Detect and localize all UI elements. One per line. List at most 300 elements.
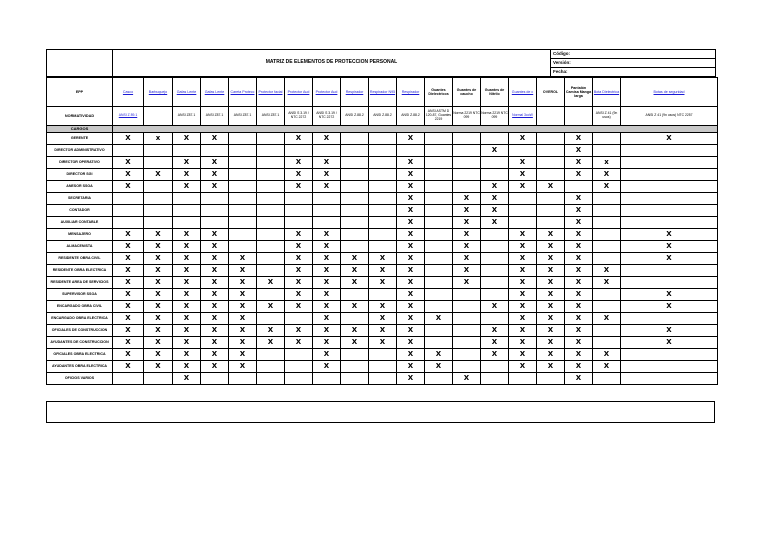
epp-mark-cell: X: [509, 181, 537, 193]
epp-mark-cell: [285, 193, 313, 205]
epp-mark-cell: [621, 373, 718, 385]
epp-mark-cell: [453, 313, 481, 325]
epp-mark-cell: X: [201, 169, 229, 181]
epp-mark-cell: X: [453, 229, 481, 241]
cargo-label: DIRECTOR SGI: [47, 169, 113, 181]
epp-mark-cell: X: [113, 361, 144, 373]
epp-mark-cell: X: [509, 133, 537, 145]
epp-mark-cell: X: [537, 253, 565, 265]
epp-mark-cell: X: [201, 253, 229, 265]
epp-mark-cell: X: [621, 289, 718, 301]
epp-mark-cell: X: [173, 337, 201, 349]
epp-mark-cell: [144, 145, 173, 157]
epp-mark-cell: [425, 193, 453, 205]
epp-mark-cell: X: [453, 277, 481, 289]
epp-mark-cell: [509, 193, 537, 205]
cargo-row: [47, 301, 718, 313]
epp-column-header[interactable]: Guantes de c: [509, 78, 537, 107]
epp-mark-cell: X: [313, 301, 341, 313]
epp-mark-cell: X: [369, 265, 397, 277]
epp-mark-cell: [369, 349, 397, 361]
epp-mark-cell: X: [397, 373, 425, 385]
epp-mark-cell: [201, 145, 229, 157]
epp-mark-cell: X: [229, 313, 257, 325]
epp-mark-cell: X: [425, 361, 453, 373]
epp-mark-cell: [425, 373, 453, 385]
epp-mark-cell: [509, 373, 537, 385]
epp-mark-cell: X: [173, 181, 201, 193]
cargo-row: [47, 229, 718, 241]
cargo-row: [47, 289, 718, 301]
epp-mark-cell: X: [313, 265, 341, 277]
epp-mark-cell: X: [397, 241, 425, 253]
epp-mark-cell: [565, 181, 593, 193]
epp-column-header[interactable]: Respirador N95: [369, 78, 397, 107]
epp-mark-cell: [425, 277, 453, 289]
epp-mark-cell: [509, 217, 537, 229]
epp-mark-cell: [621, 313, 718, 325]
epp-mark-cell: X: [113, 181, 144, 193]
epp-mark-cell: [113, 217, 144, 229]
epp-mark-cell: X: [369, 325, 397, 337]
epp-mark-cell: [285, 313, 313, 325]
epp-mark-cell: [144, 181, 173, 193]
epp-mark-cell: X: [509, 313, 537, 325]
epp-column-header[interactable]: Gafas Lente: [173, 78, 201, 107]
epp-mark-cell: X: [397, 289, 425, 301]
epp-mark-cell: [537, 217, 565, 229]
epp-mark-cell: X: [201, 277, 229, 289]
epp-mark-cell: X: [201, 133, 229, 145]
epp-mark-cell: [341, 193, 369, 205]
epp-mark-cell: X: [481, 193, 509, 205]
epp-mark-cell: X: [537, 277, 565, 289]
epp-mark-cell: [369, 361, 397, 373]
epp-mark-cell: X: [565, 373, 593, 385]
epp-mark-cell: X: [481, 337, 509, 349]
epp-mark-cell: X: [369, 313, 397, 325]
epp-mark-cell: X: [285, 277, 313, 289]
epp-mark-cell: [173, 217, 201, 229]
epp-mark-cell: [425, 301, 453, 313]
epp-mark-cell: [453, 289, 481, 301]
epp-mark-cell: X: [537, 241, 565, 253]
epp-mark-cell: X: [113, 229, 144, 241]
epp-mark-cell: [453, 301, 481, 313]
epp-mark-cell: X: [425, 349, 453, 361]
epp-mark-cell: X: [593, 277, 621, 289]
cargo-label: MENSAJERO: [47, 229, 113, 241]
epp-mark-cell: [425, 241, 453, 253]
footer-blank-area: [46, 401, 715, 423]
epp-mark-cell: [341, 241, 369, 253]
epp-mark-cell: X: [313, 181, 341, 193]
epp-mark-cell: [341, 169, 369, 181]
epp-mark-cell: [621, 193, 718, 205]
epp-mark-cell: X: [313, 277, 341, 289]
epp-mark-cell: [229, 217, 257, 229]
epp-mark-cell: [113, 373, 144, 385]
epp-mark-cell: [537, 169, 565, 181]
epp-mark-cell: X: [173, 361, 201, 373]
normatividad-cell: ANSI Z87.1: [201, 107, 229, 126]
epp-mark-cell: X: [565, 361, 593, 373]
normatividad-cell: ANSI Z.88.2: [341, 107, 369, 126]
epp-mark-cell: [481, 289, 509, 301]
epp-mark-cell: [229, 241, 257, 253]
epp-mark-cell: X: [537, 349, 565, 361]
epp-mark-cell: [257, 373, 285, 385]
epp-mark-cell: X: [113, 133, 144, 145]
normatividad-cell: [144, 107, 173, 126]
epp-mark-cell: [481, 253, 509, 265]
epp-mark-cell: [257, 313, 285, 325]
epp-mark-cell: [621, 277, 718, 289]
epp-mark-cell: X: [565, 301, 593, 313]
epp-mark-cell: X: [113, 349, 144, 361]
epp-mark-cell: X: [453, 193, 481, 205]
normatividad-cell: ANSI Z87.1: [173, 107, 201, 126]
epp-mark-cell: X: [144, 229, 173, 241]
epp-column-header[interactable]: Gafas Lente: [201, 78, 229, 107]
epp-mark-cell: [425, 169, 453, 181]
epp-mark-cell: [257, 157, 285, 169]
epp-column-header[interactable]: Bota Dielectrica: [593, 78, 621, 107]
epp-column-header[interactable]: Respirador: [341, 78, 369, 107]
epp-mark-cell: X: [173, 277, 201, 289]
epp-mark-cell: X: [173, 349, 201, 361]
epp-mark-cell: [257, 145, 285, 157]
epp-mark-cell: [341, 313, 369, 325]
epp-mark-cell: [257, 181, 285, 193]
epp-column-header[interactable]: Protector Aud: [313, 78, 341, 107]
epp-column-header[interactable]: Barbuquejo: [144, 78, 173, 107]
epp-mark-cell: [621, 181, 718, 193]
epp-mark-cell: [229, 229, 257, 241]
cargo-row: [47, 169, 718, 181]
epp-mark-cell: X: [285, 181, 313, 193]
epp-mark-cell: X: [144, 361, 173, 373]
epp-mark-cell: X: [593, 361, 621, 373]
epp-mark-cell: X: [397, 229, 425, 241]
cargos-section-label: CARGOS: [47, 126, 113, 133]
cargo-row: [47, 337, 718, 349]
cargo-label: OFICIALES DE CONSTRUCCION: [47, 325, 113, 337]
normatividad-label: NORMATIVIDAD: [47, 107, 113, 126]
epp-mark-cell: X: [453, 265, 481, 277]
epp-mark-cell: X: [565, 349, 593, 361]
cargo-label: OFICIALES OBRA ELECTRICA: [47, 349, 113, 361]
epp-mark-cell: [425, 229, 453, 241]
epp-mark-cell: [481, 277, 509, 289]
epp-mark-cell: X: [173, 289, 201, 301]
epp-mark-cell: X: [113, 241, 144, 253]
epp-mark-cell: [257, 169, 285, 181]
epp-mark-cell: [257, 217, 285, 229]
epp-mark-cell: X: [285, 229, 313, 241]
epp-mark-cell: [593, 289, 621, 301]
epp-column-header[interactable]: Botas de seguridad: [621, 78, 718, 107]
epp-mark-cell: X: [201, 313, 229, 325]
cargo-label: DIRECTOR ADMINISTRATIVO: [47, 145, 113, 157]
epp-mark-cell: [621, 157, 718, 169]
epp-mark-cell: [481, 229, 509, 241]
epp-mark-cell: [425, 253, 453, 265]
epp-mark-cell: X: [397, 157, 425, 169]
epp-mark-cell: [257, 229, 285, 241]
epp-mark-cell: X: [285, 301, 313, 313]
epp-mark-cell: X: [509, 157, 537, 169]
epp-mark-cell: X: [113, 337, 144, 349]
epp-mark-cell: [481, 241, 509, 253]
epp-mark-cell: X: [369, 337, 397, 349]
epp-mark-cell: [285, 361, 313, 373]
epp-mark-cell: [621, 145, 718, 157]
epp-mark-cell: X: [229, 337, 257, 349]
epp-mark-cell: X: [509, 325, 537, 337]
epp-mark-cell: X: [565, 157, 593, 169]
cargo-label: GERENTE: [47, 133, 113, 145]
epp-mark-cell: [113, 193, 144, 205]
epp-mark-cell: X: [397, 361, 425, 373]
epp-mark-cell: [425, 157, 453, 169]
cargo-row: [47, 241, 718, 253]
epp-mark-cell: [285, 349, 313, 361]
epp-mark-cell: [341, 289, 369, 301]
cargo-row: [47, 181, 718, 193]
epp-mark-cell: [453, 349, 481, 361]
cargo-label: ENCARGADO OBRA ELECTRICA: [47, 313, 113, 325]
epp-mark-cell: X: [144, 349, 173, 361]
epp-mark-cell: X: [453, 217, 481, 229]
epp-mark-cell: X: [397, 337, 425, 349]
epp-column-header[interactable]: Protector facial: [257, 78, 285, 107]
epp-mark-cell: x: [593, 157, 621, 169]
epp-mark-cell: X: [397, 181, 425, 193]
epp-mark-cell: [201, 205, 229, 217]
cargo-label: SECRETARIA: [47, 193, 113, 205]
epp-mark-cell: [341, 349, 369, 361]
epp-mark-cell: X: [537, 181, 565, 193]
epp-mark-cell: X: [173, 229, 201, 241]
epp-mark-cell: X: [621, 229, 718, 241]
epp-mark-cell: X: [229, 301, 257, 313]
epp-mark-cell: X: [144, 169, 173, 181]
epp-mark-cell: X: [369, 277, 397, 289]
epp-mark-cell: X: [313, 349, 341, 361]
epp-mark-cell: X: [144, 253, 173, 265]
epp-mark-cell: X: [509, 301, 537, 313]
epp-mark-cell: [201, 373, 229, 385]
epp-mark-cell: [369, 205, 397, 217]
normatividad-cell: ANSI ASTM D 120-87, Guantes 2219: [425, 107, 453, 126]
epp-mark-cell: X: [481, 349, 509, 361]
epp-header-row: [47, 78, 718, 107]
epp-mark-cell: X: [201, 325, 229, 337]
epp-mark-cell: X: [537, 229, 565, 241]
cargo-row: [47, 361, 718, 373]
epp-mark-cell: [621, 217, 718, 229]
epp-mark-cell: [453, 337, 481, 349]
epp-mark-cell: X: [113, 277, 144, 289]
normatividad-cell[interactable]: ANSI Z 89.1: [113, 107, 144, 126]
epp-mark-cell: [369, 289, 397, 301]
epp-mark-cell: [341, 229, 369, 241]
epp-mark-cell: [229, 145, 257, 157]
cargo-row: [47, 205, 718, 217]
epp-mark-cell: [257, 193, 285, 205]
epp-mark-cell: X: [173, 313, 201, 325]
cargo-row: [47, 145, 718, 157]
epp-mark-cell: X: [113, 313, 144, 325]
epp-mark-cell: [593, 337, 621, 349]
normatividad-cell: ANSI S 3.19 / NTC 2272: [285, 107, 313, 126]
epp-mark-cell: [481, 157, 509, 169]
epp-mark-cell: X: [313, 361, 341, 373]
epp-mark-cell: [537, 133, 565, 145]
epp-mark-cell: [313, 205, 341, 217]
epp-mark-cell: X: [397, 349, 425, 361]
epp-mark-cell: [425, 265, 453, 277]
epp-mark-cell: X: [285, 253, 313, 265]
epp-column-header[interactable]: Careta Protecc: [229, 78, 257, 107]
epp-mark-cell: X: [113, 157, 144, 169]
epp-mark-cell: [593, 205, 621, 217]
epp-mark-cell: X: [285, 325, 313, 337]
epp-mark-cell: [593, 241, 621, 253]
epp-mark-cell: X: [341, 265, 369, 277]
cargo-label: RESIDENTE OBRA ELECTRICA: [47, 265, 113, 277]
epp-mark-cell: X: [201, 241, 229, 253]
epp-mark-cell: [425, 133, 453, 145]
cargo-label: AYUDANTES OBRA ELECTRICA: [47, 361, 113, 373]
epp-mark-cell: [509, 205, 537, 217]
epp-mark-cell: X: [565, 289, 593, 301]
epp-mark-cell: X: [144, 313, 173, 325]
epp-mark-cell: [593, 229, 621, 241]
epp-mark-cell: [173, 205, 201, 217]
epp-mark-cell: [229, 169, 257, 181]
epp-mark-cell: X: [201, 349, 229, 361]
epp-mark-cell: [257, 349, 285, 361]
epp-mark-cell: X: [313, 325, 341, 337]
epp-mark-cell: [341, 373, 369, 385]
normatividad-cell[interactable]: Normal 3ooW: [509, 107, 537, 126]
epp-mark-cell: X: [537, 301, 565, 313]
epp-mark-cell: [537, 205, 565, 217]
epp-mark-cell: [425, 337, 453, 349]
epp-mark-cell: [621, 361, 718, 373]
epp-mark-cell: [537, 145, 565, 157]
cargo-row: [47, 193, 718, 205]
epp-mark-cell: X: [144, 289, 173, 301]
epp-mark-cell: X: [229, 349, 257, 361]
epp-mark-cell: X: [565, 253, 593, 265]
epp-mark-cell: X: [285, 337, 313, 349]
epp-mark-cell: [341, 133, 369, 145]
cargos-section-fill: [113, 126, 718, 133]
epp-mark-cell: [257, 253, 285, 265]
epp-mark-cell: X: [509, 289, 537, 301]
epp-mark-cell: X: [201, 289, 229, 301]
epp-mark-cell: [313, 193, 341, 205]
epp-mark-cell: [229, 133, 257, 145]
epp-mark-cell: X: [593, 265, 621, 277]
epp-mark-cell: X: [257, 325, 285, 337]
epp-mark-cell: [425, 289, 453, 301]
epp-mark-cell: X: [397, 193, 425, 205]
epp-mark-cell: [313, 373, 341, 385]
epp-mark-cell: X: [113, 325, 144, 337]
epp-mark-cell: X: [537, 313, 565, 325]
epp-mark-cell: X: [481, 205, 509, 217]
epp-mark-cell: [593, 133, 621, 145]
epp-mark-cell: X: [397, 205, 425, 217]
cargo-row: [47, 265, 718, 277]
epp-mark-cell: X: [565, 313, 593, 325]
epp-mark-cell: [593, 373, 621, 385]
epp-mark-cell: X: [229, 289, 257, 301]
epp-mark-cell: [369, 145, 397, 157]
epp-mark-cell: X: [201, 229, 229, 241]
epp-column-header: Pantalón Camisa Manga larga: [565, 78, 593, 107]
normatividad-cell: ANSI S 3.19 / NTC 2272: [313, 107, 341, 126]
epp-mark-cell: X: [565, 205, 593, 217]
epp-column-header[interactable]: Respirador: [397, 78, 425, 107]
epp-mark-cell: X: [509, 169, 537, 181]
epp-mark-cell: X: [285, 133, 313, 145]
cargo-row: [47, 157, 718, 169]
epp-mark-cell: X: [481, 217, 509, 229]
cargo-row: [47, 253, 718, 265]
epp-mark-cell: [341, 217, 369, 229]
epp-mark-cell: [425, 145, 453, 157]
epp-mark-cell: X: [509, 265, 537, 277]
epp-mark-cell: X: [509, 229, 537, 241]
epp-mark-cell: [229, 157, 257, 169]
normatividad-cell: [565, 107, 593, 126]
epp-mark-cell: [257, 241, 285, 253]
epp-mark-cell: [341, 205, 369, 217]
epp-mark-cell: [369, 229, 397, 241]
version-field: Versión:: [551, 59, 716, 68]
epp-column-header[interactable]: Protector Aud: [285, 78, 313, 107]
epp-mark-cell: X: [173, 253, 201, 265]
epp-mark-cell: [285, 373, 313, 385]
epp-mark-cell: x: [144, 133, 173, 145]
epp-label: EPP: [47, 78, 113, 107]
epp-mark-cell: [593, 145, 621, 157]
epp-mark-cell: [453, 157, 481, 169]
epp-column-header: Guantes Dielectricos: [425, 78, 453, 107]
epp-mark-cell: X: [173, 301, 201, 313]
epp-mark-cell: X: [481, 181, 509, 193]
epp-mark-cell: [369, 193, 397, 205]
epp-mark-cell: [593, 217, 621, 229]
epp-mark-cell: X: [201, 181, 229, 193]
epp-mark-cell: X: [565, 229, 593, 241]
epp-mark-cell: [173, 193, 201, 205]
epp-mark-cell: X: [201, 265, 229, 277]
epp-mark-cell: X: [397, 253, 425, 265]
epp-mark-cell: [397, 145, 425, 157]
epp-column-header[interactable]: Casco: [113, 78, 144, 107]
epp-mark-cell: X: [144, 277, 173, 289]
epp-mark-cell: X: [453, 241, 481, 253]
epp-mark-cell: X: [481, 325, 509, 337]
epp-mark-cell: X: [509, 337, 537, 349]
epp-mark-cell: [285, 145, 313, 157]
